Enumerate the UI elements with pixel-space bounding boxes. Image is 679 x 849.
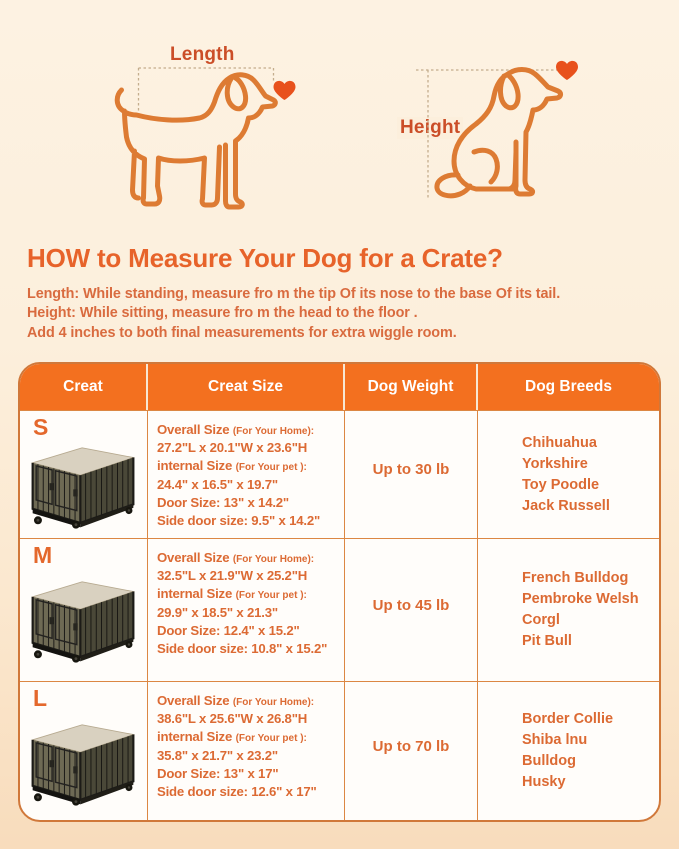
overall-size-line: Overall Size (For Your Home): xyxy=(157,550,315,565)
breed-item: Toy Poodle xyxy=(522,476,600,493)
breed-item: Shiba lnu xyxy=(522,732,588,748)
breed-item: Jack Russell xyxy=(522,497,610,514)
row-s-size-cell xyxy=(148,410,345,538)
page-title: HOW to Measure Your Dog for a Crate? xyxy=(27,243,503,273)
row-m-weight-cell: Up to 45 lb xyxy=(345,538,478,681)
height-label: Height xyxy=(397,117,463,139)
row-m-size-letter: M xyxy=(33,542,53,568)
sitting-dog-illustration xyxy=(408,52,583,202)
standing-dog-outline xyxy=(117,75,275,207)
height-measure-lines xyxy=(416,70,558,198)
door-size: Door Size: 12.4" x 15.2" xyxy=(157,622,300,638)
internal-dims: 35.8" x 21.7" x 23.2" xyxy=(157,747,278,763)
breed-item: Corgl xyxy=(522,612,560,628)
crate-photo-medium xyxy=(30,573,136,663)
side-door-size: Side door size: 10.8" x 15.2" xyxy=(157,641,328,657)
breed-item: Husky xyxy=(522,774,566,790)
breed-item: Yorkshire xyxy=(522,455,588,472)
row-m-size-cell xyxy=(148,538,345,681)
crate-photo-large xyxy=(30,716,136,806)
breed-item: Pembroke Welsh xyxy=(522,591,639,607)
internal-size-line: internal Size (For Your pet ): xyxy=(157,586,307,602)
side-door-size: Side door size: 9.5" x 14.2" xyxy=(157,513,321,529)
length-label: Length xyxy=(170,44,235,65)
overall-size-line: Overall Size (For Your Home): xyxy=(157,693,315,708)
row-l-crate-cell xyxy=(20,681,148,820)
row-m-breeds-cell xyxy=(478,538,659,681)
length-measure-lines xyxy=(139,68,274,118)
breed-item: Bulldog xyxy=(522,753,576,769)
breed-item: Pit Bull xyxy=(522,633,572,649)
overall-dims: 27.2"L x 20.1"W x 23.6"H xyxy=(157,440,308,456)
measurement-illustrations xyxy=(0,0,679,235)
internal-dims: 24.4" x 16.5" x 19.7" xyxy=(157,476,278,492)
header-creat-size: Creat Size xyxy=(148,364,345,410)
door-size: Door Size: 13" x 17" xyxy=(157,765,279,781)
intro-line-height: Height: While sitting, measure fro m the head to the floor . xyxy=(27,305,418,322)
row-s-size-letter: S xyxy=(33,414,49,440)
intro-text xyxy=(27,285,661,343)
row-s-breeds-cell xyxy=(478,410,659,538)
crate-photo-small xyxy=(30,439,136,529)
breed-item: Chihuahua xyxy=(522,434,597,451)
row-l-weight-cell: Up to 70 lb xyxy=(345,681,478,820)
overall-dims: 32.5"L x 21.9"W x 25.2"H xyxy=(157,568,308,584)
row-l-breeds-cell xyxy=(478,681,659,820)
intro-line-wiggle: Add 4 inches to both final measurements for extra wiggle room. xyxy=(27,324,457,341)
internal-size-line: internal Size (For Your pet ): xyxy=(157,458,307,474)
side-door-size: Side door size: 12.6" x 17" xyxy=(157,784,317,800)
crate-size-table xyxy=(18,362,661,822)
breed-item: Border Collie xyxy=(522,711,614,727)
header-creat: Creat xyxy=(20,364,148,410)
row-m-crate-cell xyxy=(20,538,148,681)
header-dog-breeds: Dog Breeds xyxy=(478,364,659,410)
standing-dog-illustration xyxy=(105,58,300,213)
door-size: Door Size: 13" x 14.2" xyxy=(157,494,289,510)
internal-size-line: internal Size (For Your pet ): xyxy=(157,729,307,745)
sitting-dog-outline xyxy=(437,70,561,196)
overall-dims: 38.6"L x 25.6"W x 26.8"H xyxy=(157,711,308,727)
intro-line-length: Length: While standing, measure fro m the tip Of its nose to the base Of its tail. xyxy=(27,286,561,302)
breed-item: French Bulldog xyxy=(522,570,629,586)
overall-size-line: Overall Size (For Your Home): xyxy=(157,422,315,437)
row-s-crate-cell xyxy=(20,410,148,538)
heart-icon xyxy=(556,61,578,80)
heart-icon xyxy=(274,81,296,100)
row-l-size-cell xyxy=(148,681,345,820)
internal-dims: 29.9" x 18.5" x 21.3" xyxy=(157,604,278,620)
row-l-size-letter: L xyxy=(33,685,48,711)
header-dog-weight: Dog Weight xyxy=(345,364,478,410)
row-s-weight-cell: Up to 30 lb xyxy=(345,410,478,538)
